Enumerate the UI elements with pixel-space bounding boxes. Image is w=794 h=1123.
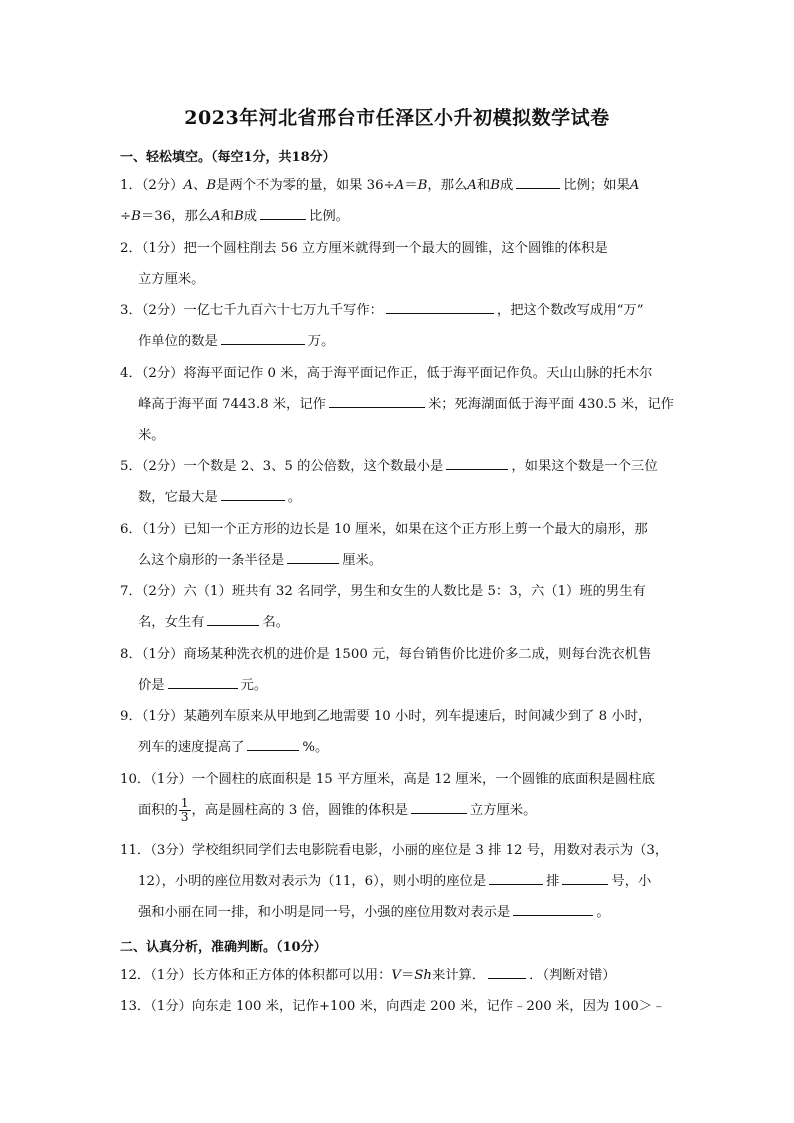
answer-blank[interactable]	[516, 174, 560, 189]
question-13: 13．（1分）向东走 100 米，记作+100 米，向西走 200 米，记作﹣200 米，因为 100＞﹣	[120, 999, 666, 1014]
answer-blank[interactable]	[287, 549, 339, 564]
answer-blank[interactable]	[386, 299, 494, 314]
question-10: 10．（1分）一个圆柱的底面积是 15 平方厘米，高是 12 厘米，一个圆锥的底面积是圆柱底 面积的 $\frac{1}{3}$ ，高是圆柱高的 3 倍，圆锥的体积是 立方厘米。	[120, 772, 655, 824]
fraction: $\frac{1}{3}$	[180, 796, 189, 824]
question-9: 9．（1分）某趟列车原来从甲地到乙地需要 10 小时，列车提速后，时间减少到了 8 小时， 列车的速度提高了 %。	[120, 709, 652, 755]
answer-blank[interactable]	[489, 870, 543, 885]
question-3: 3．（2分）一亿七千九百六十七万九千写作： ，把这个数改写成用“万” 作单位的数是 万。	[120, 295, 680, 357]
answer-blank[interactable]	[207, 611, 259, 626]
question-8: 8．（1分）商场某种洗衣机的进价是 1500 元，每台销售价比进价多二成，则每台洗衣机售 价是 元。	[120, 647, 652, 693]
answer-blank[interactable]	[562, 870, 608, 885]
question-12: 12．（1分）长方体和正方体的体积都可以用：V＝Sh来计算． ．（判断对错）	[120, 960, 680, 991]
answer-blank[interactable]	[488, 964, 526, 979]
answer-blank[interactable]	[513, 901, 593, 916]
question-7: 7．（2分）六（1）班共有 32 名同学，男生和女生的人数比是 5：3，六（1）班的男生有 名，女生有 名。	[120, 584, 646, 630]
question-6: 6．（1分）已知一个正方形的边长是 10 厘米，如果在这个正方形上剪一个最大的扇形，那 么这个扇形的一条半径是 厘米。	[120, 522, 648, 568]
answer-blank[interactable]	[168, 674, 238, 689]
answer-blank[interactable]	[221, 486, 285, 501]
question-2: 2．（1分）把一个圆柱削去 56 立方厘米就得到一个最大的圆锥，这个圆锥的体积是 立方厘米。	[120, 241, 608, 287]
question-1: 1．（2分）A、B是两个不为零的量，如果 36÷A＝B，那么A和B成 比例；如果A ÷B＝36，那么A和B成 比例。	[120, 170, 680, 232]
answer-blank[interactable]	[411, 799, 467, 814]
exam-title: 2023年河北省邢台市任泽区小升初模拟数学试卷	[184, 107, 610, 129]
section-1-heading: 一、轻松填空。（每空1分，共18分）	[120, 150, 336, 165]
answer-blank[interactable]	[247, 736, 299, 751]
question-4: 4．（2分）将海平面记作 0 米，高于海平面记作正，低于海平面记作负。天山山脉的托木尔 峰高于海平面 7443.8 米，记作 米；死海湖面低于海平面 430.5 米，记作 米。	[120, 366, 674, 443]
question-5: 5．（2分）一个数是 2、3、5 的公倍数，这个数最小是 ，如果这个数是一个三位 数，它最大是 。	[120, 451, 680, 513]
answer-blank[interactable]	[329, 393, 425, 408]
answer-blank[interactable]	[221, 330, 305, 345]
answer-blank[interactable]	[260, 205, 306, 220]
section-2-heading: 二、认真分析，准确判断。（10分）	[120, 940, 327, 955]
question-11: 11．（3分）学校组织同学们去电影院看电影，小丽的座位是 3 排 12 号，用数对表示为（3， 12），小明的座位用数对表示为（11，6），则小明的座位是 排 号，小 强和小丽在同一排，和小明是同一号，小强的座位用数对表示是 。	[120, 843, 669, 920]
answer-blank[interactable]	[446, 455, 508, 470]
